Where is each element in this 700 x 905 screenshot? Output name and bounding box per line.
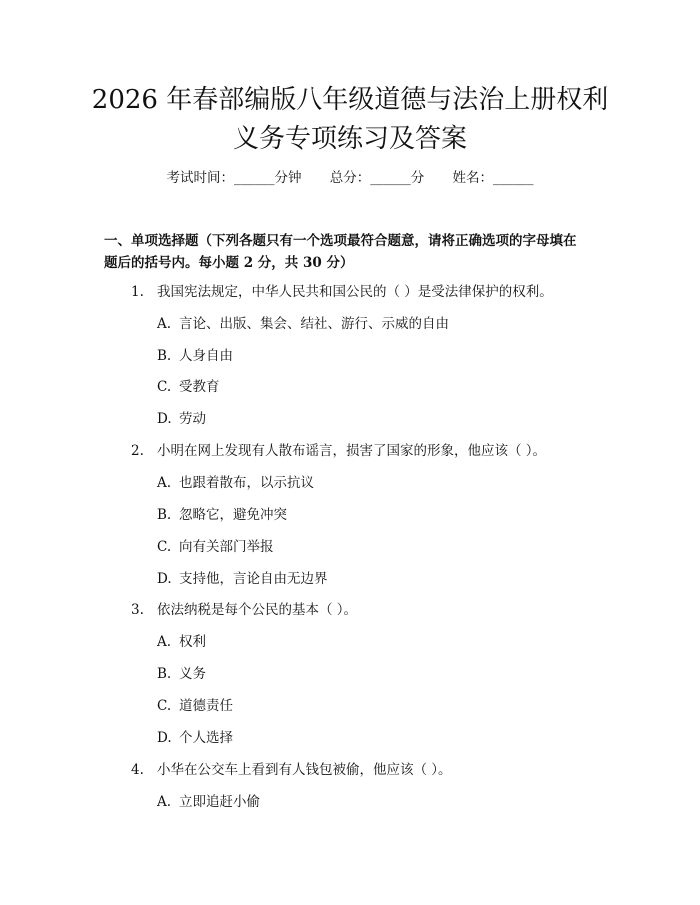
question-1 [131, 282, 553, 302]
question-text: 我国宪法规定，中华人民共和国公民的（ ）是受法律保护的权利。 [157, 284, 553, 300]
option-letter: C. [157, 379, 172, 395]
question-number: 4. [131, 762, 144, 778]
question-2 [131, 441, 546, 461]
option-text: 支持他，言论自由无边界 [179, 571, 328, 587]
question-2-option-b [157, 505, 287, 525]
question-3-option-a [157, 632, 206, 652]
option-letter: A. [157, 634, 172, 650]
question-3-option-d [157, 728, 233, 748]
option-text: 个人选择 [179, 730, 233, 746]
option-letter: B. [157, 507, 172, 523]
exam-time-field: 考试时间：______分钟 [166, 170, 302, 186]
option-letter: B. [157, 666, 172, 682]
question-1-option-c [157, 377, 220, 397]
option-text: 劳动 [179, 411, 206, 427]
option-text: 义务 [179, 666, 206, 682]
section-heading-line2: 题后的括号内。每小题 2 分，共 30 分） [104, 255, 354, 271]
question-1-option-d [157, 409, 206, 429]
option-letter: D. [157, 411, 172, 427]
document-title-line2: 义务专项练习及答案 [232, 124, 467, 154]
option-text: 权利 [179, 634, 206, 650]
option-letter: D. [157, 571, 172, 587]
question-text: 依法纳税是每个公民的基本（ ）。 [157, 602, 358, 618]
option-letter: A. [157, 475, 172, 491]
question-number: 3. [131, 602, 144, 618]
exam-info [0, 168, 700, 188]
option-letter: A. [157, 794, 172, 810]
option-text: 忽略它，避免冲突 [179, 507, 287, 523]
option-text: 言论、出版、集会、结社、游行、示威的自由 [179, 316, 449, 332]
question-text: 小明在网上发现有人散布谣言，损害了国家的形象，他应该（ ）。 [157, 443, 547, 459]
question-text: 小华在公交车上看到有人钱包被偷，他应该（ ）。 [157, 762, 452, 778]
option-letter: C. [157, 698, 172, 714]
student-name-field: 姓名：______ [452, 170, 534, 186]
question-2-option-c [157, 537, 274, 557]
document-title-line1: 2026 年春部编版八年级道德与法治上册权利 [91, 85, 609, 115]
option-text: 道德责任 [179, 698, 233, 714]
question-2-option-d [157, 569, 328, 589]
section-heading-line1: 一、单项选择题（下列各题只有一个选项最符合题意，请将正确选项的字母填在 [104, 233, 577, 249]
option-letter: C. [157, 539, 172, 555]
option-text: 向有关部门举报 [179, 539, 274, 555]
question-number: 2. [131, 443, 144, 459]
option-letter: B. [157, 348, 172, 364]
question-3-option-c [157, 696, 233, 716]
option-text: 也跟着散布，以示抗议 [179, 475, 314, 491]
option-letter: D. [157, 730, 172, 746]
option-letter: A. [157, 316, 172, 332]
question-1-option-b [157, 346, 233, 366]
question-4-option-a [157, 792, 260, 812]
question-4 [131, 760, 452, 780]
question-1-option-a [157, 314, 449, 334]
option-text: 人身自由 [179, 348, 233, 364]
question-3 [131, 600, 357, 620]
question-2-option-a [157, 473, 314, 493]
exam-score-field: 总分：______分 [329, 170, 425, 186]
question-number: 1. [131, 284, 144, 300]
option-text: 立即追赶小偷 [179, 794, 260, 810]
option-text: 受教育 [179, 379, 220, 395]
question-3-option-b [157, 664, 206, 684]
